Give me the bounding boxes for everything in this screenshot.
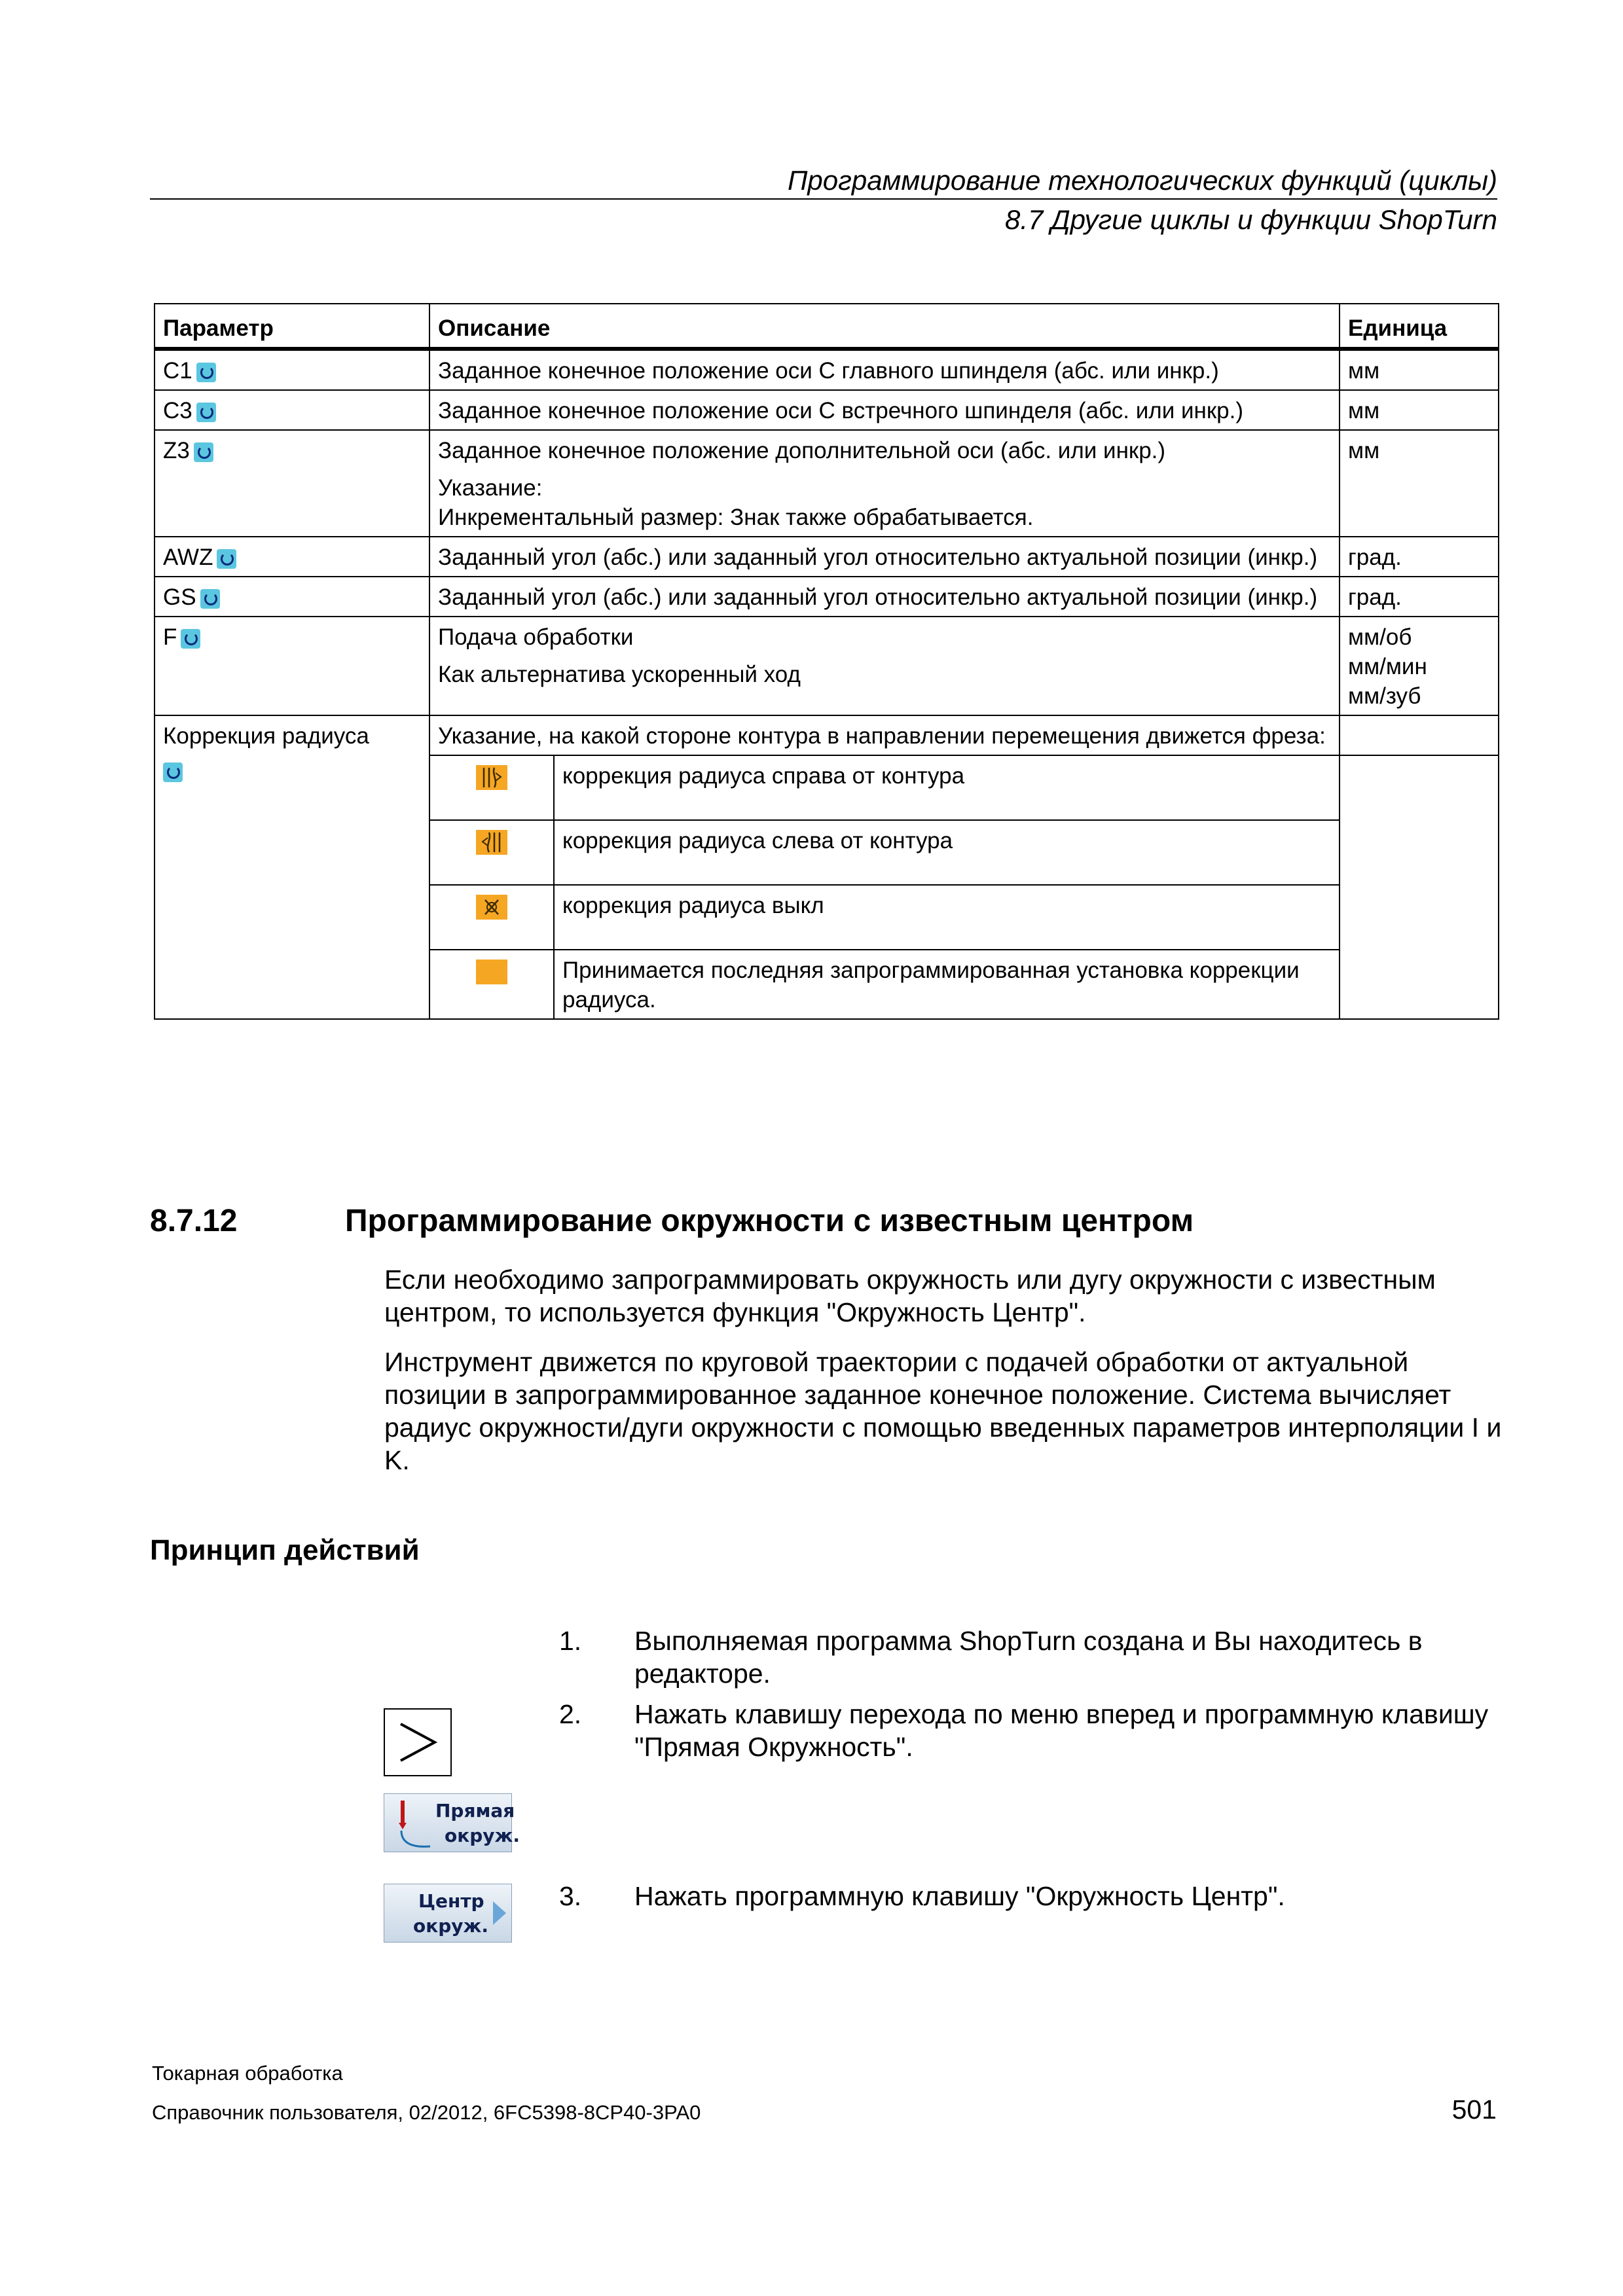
radius-last-icon [476,960,507,984]
radius-option-text: коррекция радиуса справа от контура [554,755,1340,820]
param-unit: град. [1340,537,1499,577]
radius-option-text: Принимается последняя запрограммированная установка коррекции радиуса. [554,950,1340,1019]
toggle-icon [194,442,213,462]
parameter-table [154,303,1499,1020]
step-text: Нажать программную клавишу "Окружность Центр". [634,1881,1285,1911]
softkey-label: окруж. [445,1825,520,1846]
param-description: Заданный угол (абс.) или заданный угол относительно актуальной позиции (инкр.) [429,577,1340,617]
table-row [155,390,1499,430]
step-text: Выполняемая программа ShopTurn создана и Вы находитесь в редакторе. [634,1626,1423,1689]
param-unit: мм [1340,430,1499,537]
toggle-icon [196,403,216,422]
param-description: Указание, на какой стороне контура в направлении перемещения движется фреза: [429,715,1340,755]
step-text: Нажать клавишу перехода по меню вперед и программную клавишу "Прямая Окружность". [634,1699,1489,1762]
param-unit: мм/мин [1348,654,1427,679]
param-description: Заданный угол (абс.) или заданный угол относительно актуальной позиции (инкр.) [429,537,1340,577]
radius-option-text: коррекция радиуса выкл [554,885,1340,950]
param-description-alt: Как альтернатива ускоренный ход [438,662,801,687]
param-note-label: Указание: [438,475,543,501]
param-description: Заданное конечное положение дополнительной оси (абс. или инкр.) [438,438,1166,463]
running-header-section: 8.7 Другие циклы и функции ShopTurn [1004,204,1497,235]
table-row [155,537,1499,577]
param-unit: мм/зуб [1348,683,1421,709]
running-header-chapter: Программирование технологических функций (циклы) [787,165,1497,196]
triangle-right-icon [492,1900,507,1926]
softkey-line-circle[interactable] [384,1793,520,1852]
toggle-icon [163,762,183,782]
section-title: Программирование окружности с известным центром [345,1204,1194,1238]
param-description: Заданное конечное положение оси С главного шпинделя (абс. или инкр.) [429,349,1340,390]
table-row [155,430,1499,537]
param-unit: мм [1340,349,1499,390]
table-header-row [155,304,1499,349]
header-rule [150,198,1497,200]
toggle-icon [217,549,236,569]
param-name: C1 [163,358,192,384]
softkey-label: окруж. [413,1915,489,1937]
toggle-icon [200,589,220,609]
param-name: AWZ [163,545,213,570]
softkey-label: Центр [418,1890,484,1912]
toggle-icon [181,629,200,649]
radius-left-icon [476,830,507,855]
line-circle-icon [387,1794,433,1852]
param-description: Подача обработки [438,624,634,650]
param-name: Z3 [163,438,190,463]
param-description: Заданное конечное положение оси С встречного шпинделя (абс. или инкр.) [429,390,1340,430]
toggle-icon [196,363,216,382]
footer-doc-info: Справочник пользователя, 02/2012, 6FC5398-8CP40-3PA0 [152,2101,701,2124]
table-row [155,349,1499,390]
param-name: C3 [163,398,192,423]
footer-doc-title: Токарная обработка [152,2062,343,2085]
radius-option-text: коррекция радиуса слева от контура [554,820,1340,885]
table-row [155,617,1499,715]
chevron-right-icon [385,1710,450,1775]
page-number: 501 [1451,2094,1497,2125]
radius-off-icon [476,895,507,920]
param-unit: мм [1340,390,1499,430]
column-header-unit: Единица [1340,304,1499,349]
radius-right-icon [476,765,507,790]
param-name: GS [163,584,196,610]
table-row [155,715,1499,755]
param-unit: град. [1340,577,1499,617]
section-paragraph: Если необходимо запрограммировать окружность или дугу окружности с известным центром, то используется функция "Окружность Центр". [384,1265,1436,1327]
param-note-text: Инкрементальный размер: Знак также обрабатывается. [438,505,1034,530]
softkey-circle-center[interactable] [384,1884,512,1943]
section-paragraph: Инструмент движется по круговой траектории с подачей обработки от актуальной позиции в запрограммированное заданное конечное положение. Система вычисляет радиус окружности/дуги окружности с помощью введенных параметров интерполяции I и K. [384,1347,1502,1475]
step-number: 2. [559,1699,582,1729]
param-name: F [163,624,177,650]
step-number: 3. [559,1881,582,1911]
column-header-description: Описание [429,304,1340,349]
param-unit: мм/об [1348,624,1412,650]
column-header-param: Параметр [155,304,429,349]
subsection-title: Принцип действий [150,1534,420,1566]
step-number: 1. [559,1626,582,1656]
param-name: Коррекция радиуса [163,723,369,749]
menu-forward-key[interactable] [384,1708,452,1776]
table-row [155,577,1499,617]
softkey-label: Прямая [435,1800,515,1821]
section-number: 8.7.12 [150,1204,238,1238]
